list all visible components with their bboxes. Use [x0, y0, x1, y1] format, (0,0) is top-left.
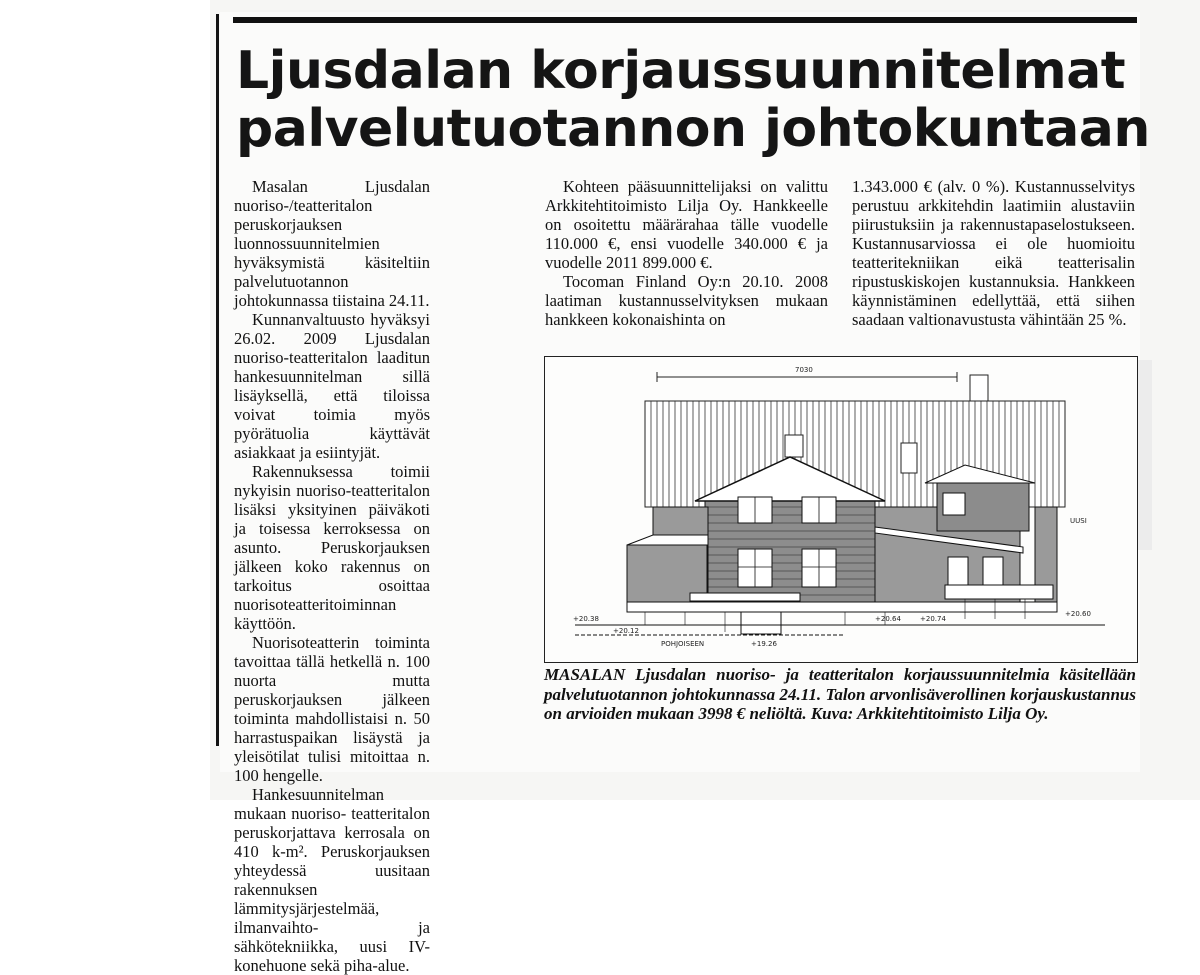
paragraph: 1.343.000 € (alv. 0 %). Kustannusselvitys perustuu arkkitehdin laatimiin alustaviin piirustuksiin ja rakennustapaselostukseen. Kustannusarviossa ei ole huomioitu teatteritekniikan eikä teatterisalin ripustuskiskojen kustannuksia. Hankkeen käynnistäminen edellyttää, että siihen saadaan valtionavustusta vähintään 25 %.: [852, 177, 1135, 329]
headline: [236, 41, 1150, 159]
headline-line-2: palvelutuotannon johtokuntaan: [236, 99, 1150, 159]
article-column-1: [234, 177, 430, 975]
caption-text: Ljusdalan nuoriso- ja teatteritalon korjaussuunnitelmia käsitellään palvelutuotannon johtokunnassa 24.11. Talon arvonlisäverollinen korjauskustannus on arvioiden mukaan 3998 € neliöltä. Kuva: Arkkitehtitoimisto Lilja Oy.: [544, 665, 1136, 723]
architectural-elevation-drawing: [544, 356, 1138, 663]
adjacent-page-bleed: [1138, 360, 1152, 550]
building-elevation-illustration: [545, 357, 1137, 662]
level-mark: +20.74: [920, 615, 946, 623]
paragraph: Rakennuksessa toimii nykyisin nuoriso-teatteritalon lisäksi yksityinen päiväkoti ja toisessa kerroksessa on asunto. Peruskorjauksen jälkeen koko rakennus on tarkoitus osoittaa nuorisoteatteritoiminnan käyttöön.: [234, 462, 430, 633]
article-column-3: [852, 177, 1135, 329]
caption-lead: MASALAN: [544, 665, 626, 684]
photo-caption: [544, 665, 1136, 724]
dimension-label: 7030: [795, 366, 813, 374]
article-column-2: [545, 177, 828, 329]
paragraph: Masalan Ljusdalan nuoriso-/teatteritalon peruskorjauksen luonnossuunnitelmien hyväksymistä käsiteltiin palvelutuotannon johtokunnassa tiistaina 24.11.: [234, 177, 430, 310]
top-rule: [233, 17, 1137, 23]
level-mark: +20.64: [875, 615, 901, 623]
paragraph: Hankesuunnitelman mukaan nuoriso- teatteritalon peruskorjattava kerrosala on 410 k-m². Peruskorjauksen yhteydessä uusitaan rakennuksen lämmitysjärjestelmää, ilmanvaihto- ja sähkötekniikka, uusi IV-konehuone sekä piha-alue.: [234, 785, 430, 975]
annotation-north: POHJOISEEN: [661, 640, 705, 648]
annotation-new: UUSI: [1070, 517, 1087, 525]
level-mark: +20.38: [573, 615, 599, 623]
paragraph: Nuorisoteatterin toiminta tavoittaa tällä hetkellä n. 100 nuorta mutta peruskorjauksen jälkeen toiminta mahdollistaisi n. 50 harrastuspaikan lisäystä ja yleisötilat tulisi mitoittaa n. 100 hengelle.: [234, 633, 430, 785]
level-mark: +20.12: [613, 627, 639, 635]
level-mark: +19.26: [751, 640, 777, 648]
paragraph: Kunnanvaltuusto hyväksyi 26.02. 2009 Ljusdalan nuoriso-teatteritalon laaditun hankesuunnitelman sillä lisäyksellä, että tiloissa voivat toimia myös pyörätuolia käyttävät asiakkaat ja esiintyjät.: [234, 310, 430, 462]
headline-line-1: Ljusdalan korjaussuunnitelmat: [236, 41, 1126, 101]
level-mark: +20.60: [1065, 610, 1091, 618]
left-rule: [216, 14, 219, 746]
paragraph: Tocoman Finland Oy:n 20.10. 2008 laatiman kustannusselvityksen mukaan hankkeen kokonaishinta on: [545, 272, 828, 329]
paragraph: Kohteen pääsuunnittelijaksi on valittu Arkkitehtitoimisto Lilja Oy. Hankkeelle on osoitettu määrärahaa tälle vuodelle 110.000 €, ensi vuodelle 340.000 € ja vuodelle 2011 899.000 €.: [545, 177, 828, 272]
